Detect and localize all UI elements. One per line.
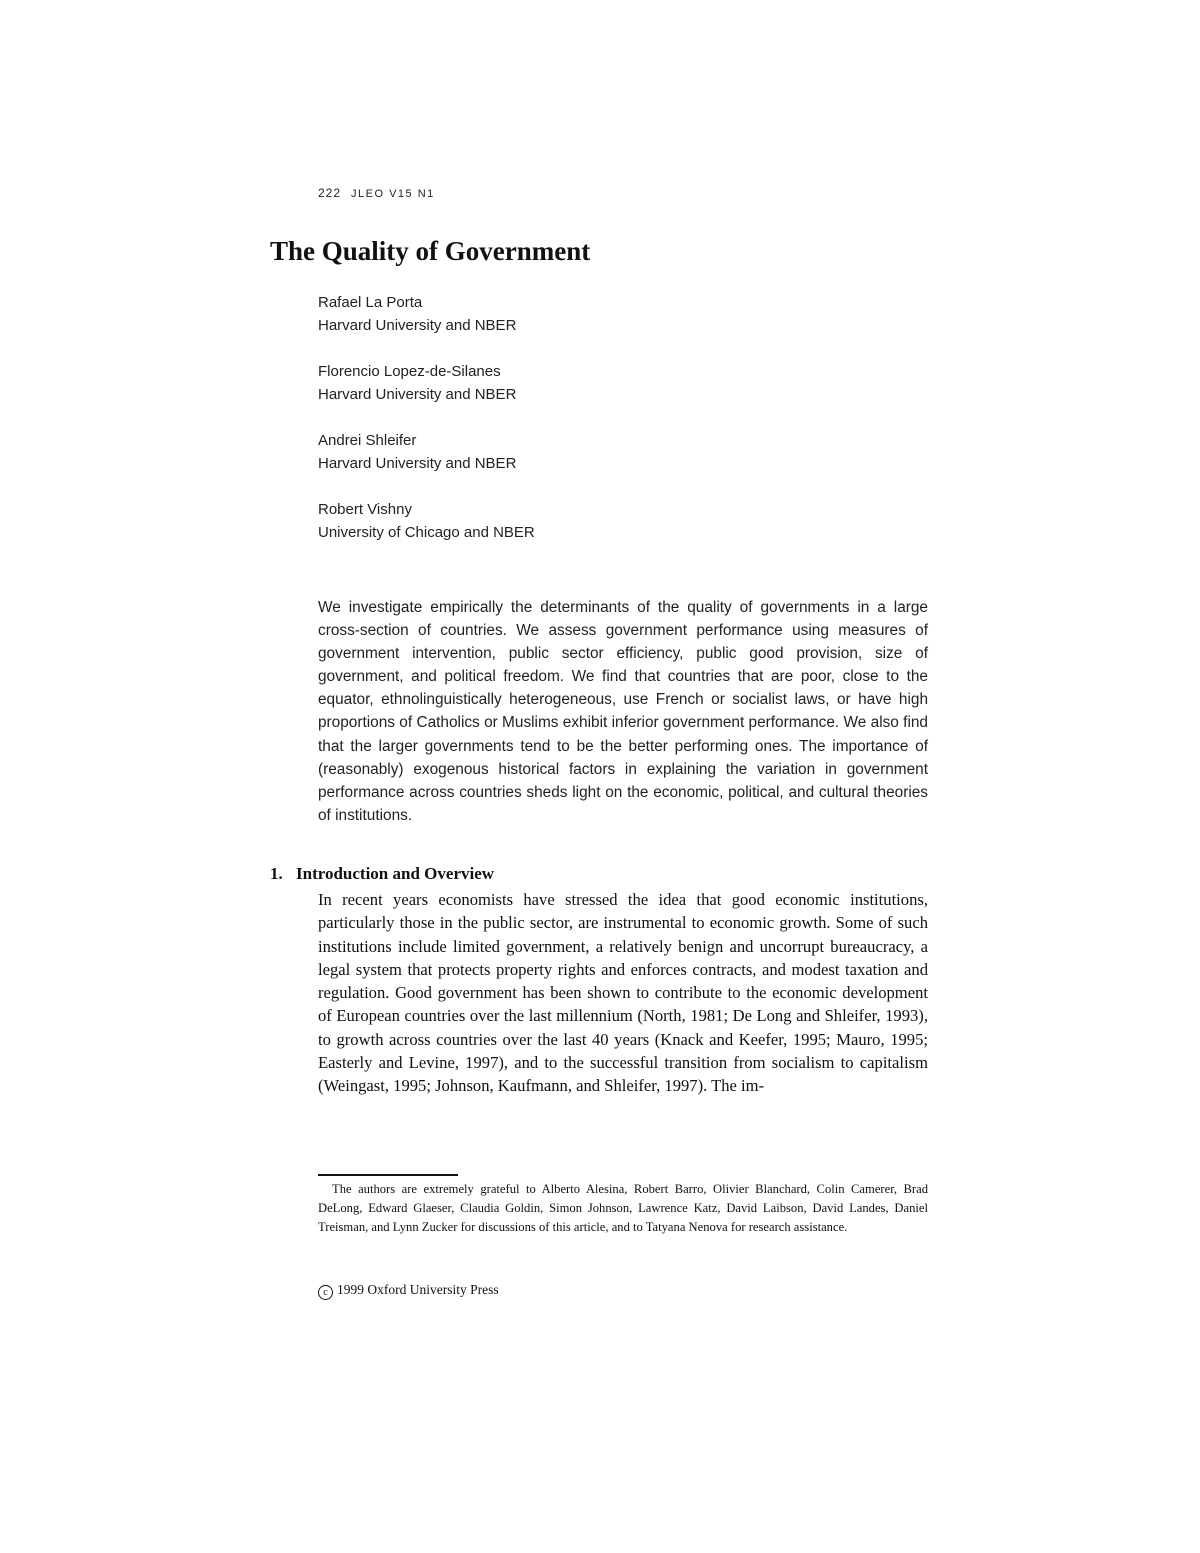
author-affiliation: Harvard University and NBER [318,317,517,334]
author-entry [318,360,938,406]
section-heading [270,864,494,884]
author-affiliation: University of Chicago and NBER [318,524,535,541]
paper-title: The Quality of Government [270,236,591,266]
author-entry [318,429,938,475]
author-name: Andrei Shleifer [318,432,417,449]
copyright-notice [318,1282,499,1300]
journal-reference: JLEO V15 N1 [351,188,435,200]
section-number: 1. [270,864,283,883]
author-list [318,291,938,567]
author-affiliation: Harvard University and NBER [318,455,517,472]
page-number: 222 [318,186,342,200]
copyright-text: 1999 Oxford University Press [337,1282,499,1297]
abstract: We investigate empirically the determinants of the quality of governments in a large cross-section of countries. We assess government performance using measures of government intervention, public sector efficiency, public good provision, size of government, and political freedom. We find that countries that are poor, close to the equator, ethnolinguistically heterogeneous, use French or socialist laws, or have high proportions of Catholics or Muslims exhibit inferior government performance. We also find that the larger governments tend to be the better performing ones. The importance of (reasonably) exogenous historical factors in explaining the variation in government performance across countries sheds light on the economic, political, and cultural theories of institutions. [318,599,928,824]
running-header [318,186,435,200]
section-title: Introduction and Overview [296,864,495,883]
author-entry [318,498,938,544]
author-entry [318,291,938,337]
footnote-divider [318,1174,458,1176]
copyright-icon: c [318,1285,333,1300]
author-affiliation: Harvard University and NBER [318,386,517,403]
author-name: Robert Vishny [318,501,412,518]
acknowledgement-footnote: The authors are extremely grateful to Alberto Alesina, Robert Barro, Olivier Blanchard, Colin Camerer, Brad DeLong, Edward Glaeser, Claudia Goldin, Simon Johnson, Lawrence Katz, David Laibson, David Landes, Daniel Treisman, and Lynn Zucker for discussions of this article, and to Tatyana Nenova for research assistance. [318,1182,928,1234]
author-name: Rafael La Porta [318,294,423,311]
author-name: Florencio Lopez-de-Silanes [318,363,501,380]
section-body-text: In recent years economists have stressed the idea that good economic institutions, particularly those in the public sector, are instrumental to economic growth. Some of such institutions include limited government, a relatively benign and uncorrupt bureaucracy, a legal system that protects property rights and enforces contracts, and modest taxation and regulation. Good government has been shown to contribute to the economic development of European countries over the last millennium (North, 1981; De Long and Shleifer, 1993), to growth across countries over the last 40 years (Knack and Keefer, 1995; Mauro, 1995; Easterly and Levine, 1997), and to the successful transition from socialism to capitalism (Weingast, 1995; Johnson, Kaufmann, and Shleifer, 1997). The im- [318,890,928,1096]
